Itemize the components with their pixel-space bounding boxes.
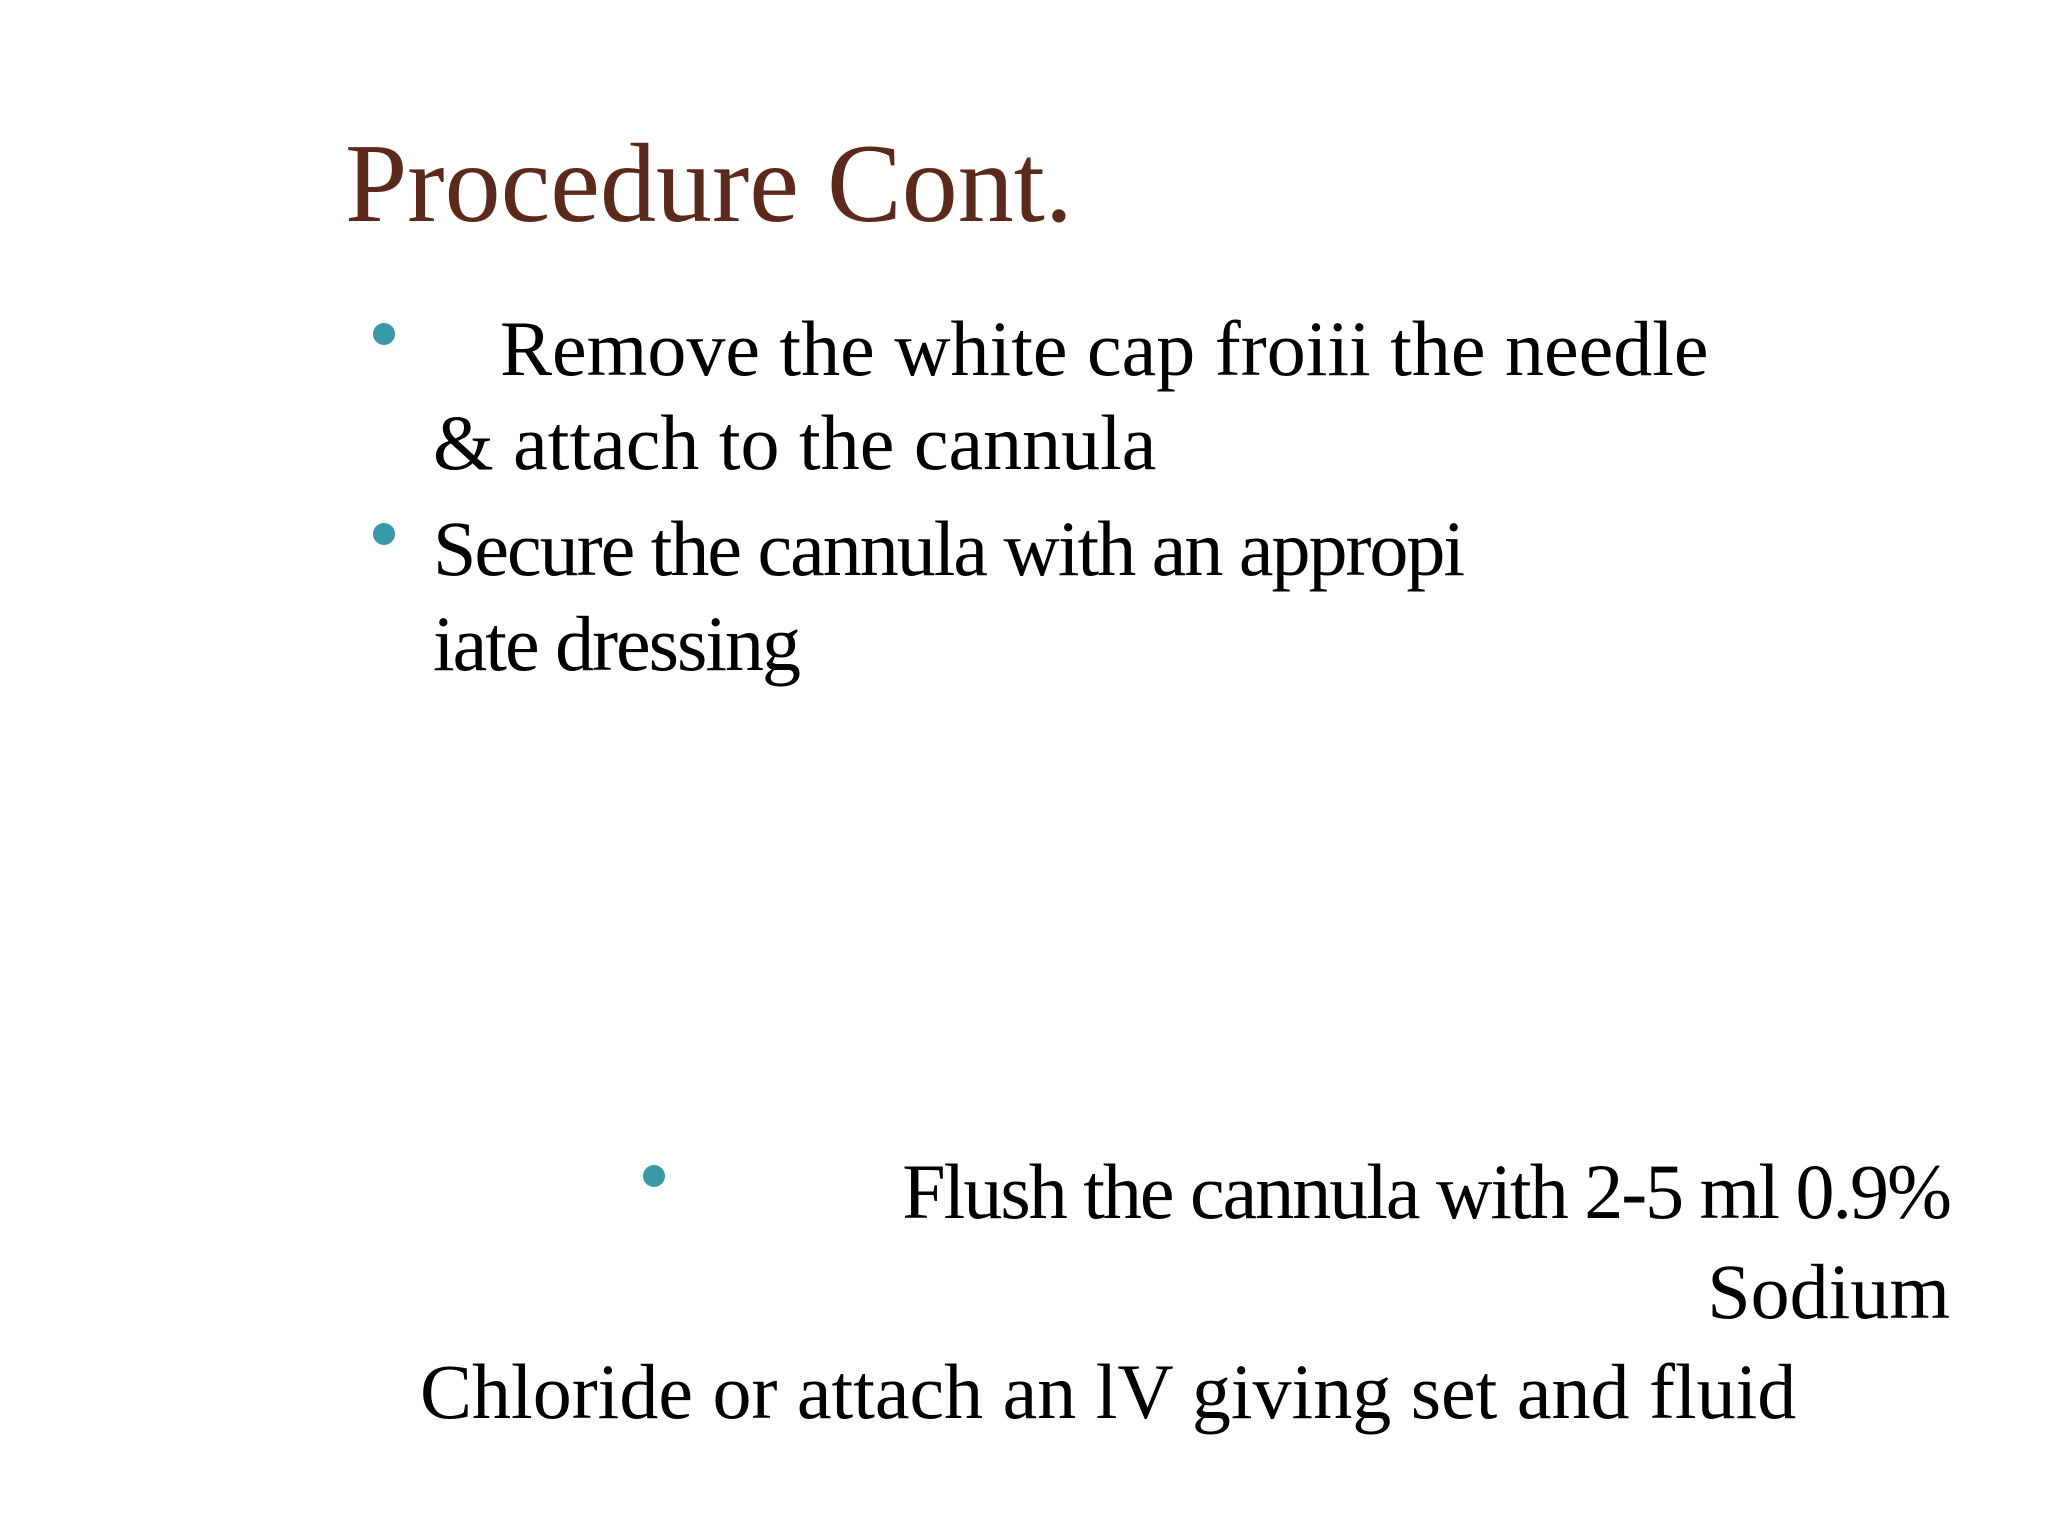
bullet-1-line-2: & attach to the cannula xyxy=(433,399,1157,486)
bullet-dot xyxy=(373,523,395,545)
bullet-dot xyxy=(643,1165,665,1187)
bullet-dot xyxy=(373,323,395,345)
slide-title: Procedure Cont. xyxy=(345,122,1073,246)
bullet-2-line-2: iate dressing xyxy=(433,600,800,687)
bullet-2-line-1: Secure the cannula with an appropi xyxy=(433,505,1464,592)
bullet-3-line-1: Flush the cannula with 2-5 ml 0.9% xyxy=(902,1148,1950,1235)
bullet-3-line-3: Chloride or attach an lV giving set and fluid xyxy=(420,1348,1797,1435)
bullet-1-line-1: Remove the white cap froiii the needle xyxy=(500,305,1709,392)
bullet-3-line-2: Sodium xyxy=(1707,1248,1950,1335)
